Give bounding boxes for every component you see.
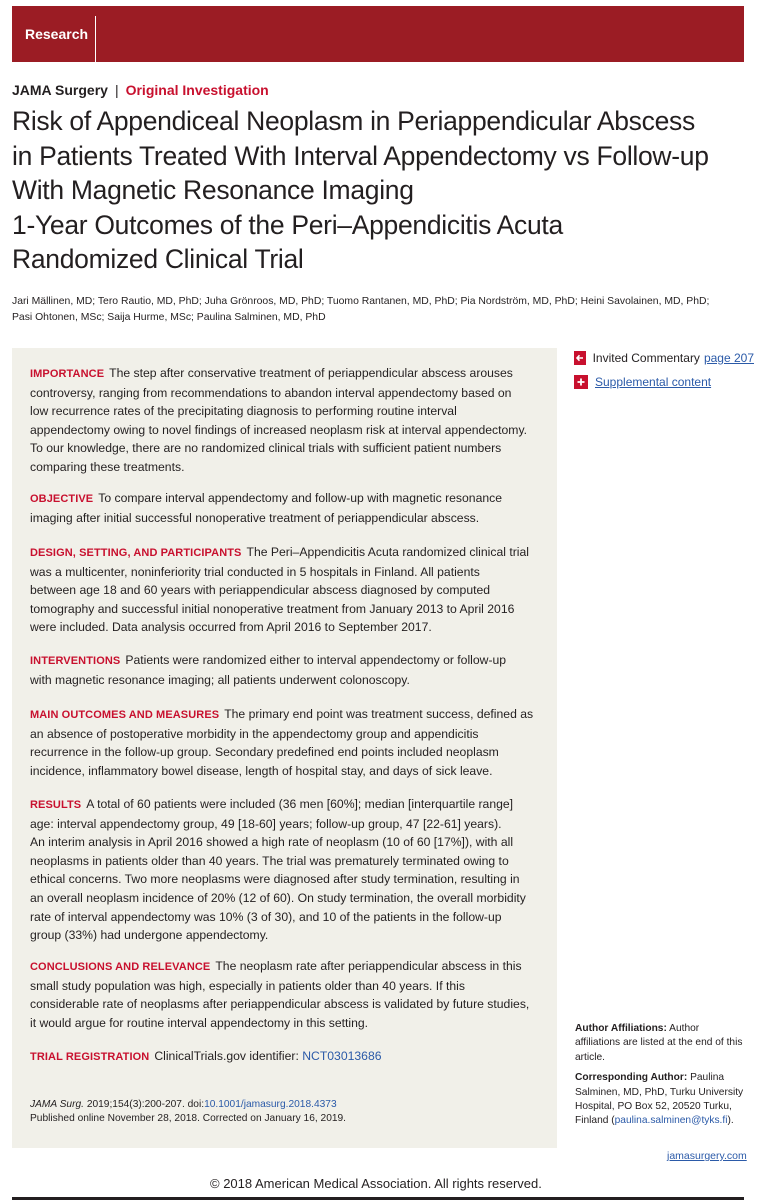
section-heading: INTERVENTIONS <box>30 655 121 667</box>
abstract-design <box>30 543 550 637</box>
abstract-box <box>12 348 557 1148</box>
abstract-line: The neoplasm rate after periappendicular abscess in this <box>215 959 522 973</box>
abstract-line: The step after conservative treatment of periappendicular abscess arouses <box>109 366 513 380</box>
abstract-line: was a multicenter, noninferiority trial conducted in 5 hospitals in Finland. All patients <box>30 564 480 579</box>
abstract-line: neoplasms in patients older than 40 years. The trial was prematurely terminated owing to <box>30 853 509 868</box>
abstract-line: ethical concerns. Two more neoplasms were diagnosed after study termination, resulting in <box>30 872 520 887</box>
affiliations-heading: Author Affiliations: <box>575 1023 667 1034</box>
author-list <box>12 294 742 326</box>
abstract-line: The Peri–Appendicitis Acuta randomized clinical trial <box>246 545 529 559</box>
abstract-line: between age 18 and 60 years with periappendicular abscess diagnosed by computed <box>30 583 491 598</box>
abstract-line: low recurrence rates of the precipitating diagnosis to performing routine interval <box>30 404 457 419</box>
abstract-importance <box>30 364 550 477</box>
abstract-results <box>30 795 550 945</box>
abstract-line: an absence of postoperative morbidity in the appendectomy group and appendicitis <box>30 726 479 741</box>
corresponding-text: Finland ( <box>575 1115 615 1127</box>
arrow-left-icon <box>574 351 586 365</box>
plus-icon <box>574 375 588 389</box>
journal-line <box>12 82 269 98</box>
abstract-line: group (33%) had undergone appendectomy. <box>30 928 269 943</box>
corresponding-text: Paulina <box>690 1072 725 1084</box>
corresponding-text: Hospital, PO Box 52, 20520 Turku, <box>575 1101 732 1113</box>
abstract-line: An interim analysis in April 2016 showed a high rate of neoplasm (10 of 60 [17%]), with all <box>30 835 514 850</box>
abstract-line: with magnetic resonance imaging; all patients underwent colonoscopy. <box>30 672 410 687</box>
abstract-line: rate of interval appendectomy was 10% (3 of 30), and 10 of the patients in the follow-up <box>30 909 502 924</box>
section-heading: MAIN OUTCOMES AND MEASURES <box>30 709 220 721</box>
email-link[interactable]: paulina.salminen@tyks.fi <box>614 1115 728 1127</box>
journal-separator: | <box>114 82 119 98</box>
citation <box>30 1098 550 1126</box>
abstract-line: small study population was high, especially in patients older than 40 years. If this <box>30 978 465 993</box>
supplemental-content[interactable] <box>574 370 754 394</box>
abstract-line: tomography and successful initial nonoperative treatment from January 2013 to April 2016 <box>30 601 515 616</box>
citation-published: Published online November 28, 2018. Corrected on January 16, 2019. <box>30 1113 347 1124</box>
affiliations-text: article. <box>575 1051 606 1063</box>
supplemental-link[interactable]: Supplemental content <box>595 375 712 389</box>
trial-identifier-link[interactable]: NCT03013686 <box>302 1049 382 1063</box>
abstract-line: comparing these treatments. <box>30 459 185 474</box>
section-heading: IMPORTANCE <box>30 368 105 380</box>
section-heading: CONCLUSIONS AND RELEVANCE <box>30 961 211 973</box>
abstract-line: Patients were randomized either to interval appendectomy or follow-up <box>125 653 507 667</box>
abstract-conclusions <box>30 957 550 1032</box>
registration-text: ClinicalTrials.gov identifier: <box>154 1049 299 1063</box>
subtitle-line: Randomized Clinical Trial <box>12 244 304 274</box>
section-heading: RESULTS <box>30 799 82 811</box>
corresponding-close: ). <box>727 1115 734 1127</box>
abstract-line: an overall neoplasm incidence of 20% (12 of 60). On study termination, the overall morbidity <box>30 890 526 905</box>
banner-divider <box>95 16 96 62</box>
citation-details: 2019;154(3):200-207. doi: <box>83 1099 205 1110</box>
abstract-outcomes <box>30 705 550 780</box>
article-title <box>12 104 752 277</box>
author-line: Pasi Ohtonen, MSc; Saija Hurme, MSc; Paulina Salminen, MD, PhD <box>12 312 326 323</box>
abstract-line: appendectomy owing to novel findings of increased neoplasm risk at interval appendectomy. <box>30 422 528 437</box>
abstract-line: To compare interval appendectomy and follow-up with magnetic resonance <box>98 491 503 505</box>
title-line: With Magnetic Resonance Imaging <box>12 175 414 205</box>
corresponding-heading: Corresponding Author: <box>575 1072 688 1084</box>
section-label: Research <box>25 26 89 42</box>
journal-website-link[interactable]: jamasurgery.com <box>667 1150 747 1162</box>
journal-name: JAMA Surgery <box>12 82 108 98</box>
section-heading: DESIGN, SETTING, AND PARTICIPANTS <box>30 547 242 559</box>
abstract-trial-registration <box>30 1047 550 1067</box>
subtitle-line: 1-Year Outcomes of the Peri–Appendicitis Acuta <box>12 209 563 240</box>
abstract-line: considerable rate of neoplasms after periappendicular abscess is validated by future studies, <box>30 997 530 1012</box>
side-links <box>574 346 754 394</box>
abstract-line: controversy, ranging from recommendations to abandon interval appendectomy based on <box>30 385 512 400</box>
section-banner <box>12 6 744 62</box>
invited-commentary[interactable] <box>574 346 754 370</box>
corresponding-text: Salminen, MD, PhD, Turku University <box>575 1086 744 1098</box>
abstract-interventions <box>30 651 550 689</box>
abstract-line: were included. Data analysis occurred from April 2016 to September 2017. <box>30 620 432 635</box>
abstract-line: A total of 60 patients were included (36 men [60%]; median [interquartile range] <box>86 797 514 811</box>
abstract-line: recurrence in the follow-up group. Secondary predefined end points included neoplasm <box>30 745 499 760</box>
citation-journal: JAMA Surg. <box>30 1099 84 1110</box>
title-line: in Patients Treated With Interval Appendectomy vs Follow-up <box>12 140 709 171</box>
abstract-line: To our knowledge, there are no randomized clinical trials with sufficient patient numbers <box>30 441 502 456</box>
section-heading: OBJECTIVE <box>30 493 94 505</box>
author-line: Jari Mällinen, MD; Tero Rautio, MD, PhD; Juha Grönroos, MD, PhD; Tuomo Rantanen, MD, PhD; Pia Nordström, MD, PhD; Heini Savolainen, MD, PhD; <box>12 296 710 307</box>
commentary-label: Invited Commentary <box>592 351 700 365</box>
copyright-notice: © 2018 American Medical Association. All rights reserved. <box>210 1176 542 1191</box>
abstract-line: incidence, inflammatory bowel disease, length of hospital stay, and days of sick leave. <box>30 763 493 778</box>
abstract-line: age: interval appendectomy group, 49 [18-60] years; follow-up group, 47 [22-61] years). <box>30 816 502 831</box>
commentary-page-link[interactable]: page 207 <box>703 351 754 365</box>
affiliations-text: Author <box>669 1023 700 1034</box>
section-heading: TRIAL REGISTRATION <box>30 1051 150 1063</box>
author-info <box>575 1022 750 1129</box>
abstract-line: imaging after initial successful nonoperative treatment of periappendicular abscess. <box>30 510 480 525</box>
abstract-objective <box>30 489 550 527</box>
abstract-line: The primary end point was treatment success, defined as <box>224 707 534 721</box>
affiliations-text: affiliations are listed at the end of this <box>575 1037 743 1049</box>
abstract-line: it would argue for routine interval appendectomy in this setting. <box>30 1015 369 1030</box>
article-subtitle <box>12 208 752 277</box>
title-line: Risk of Appendiceal Neoplasm in Periappendicular Abscess <box>12 106 695 136</box>
article-type: Original Investigation <box>125 82 269 98</box>
doi-link[interactable]: 10.1001/jamasurg.2018.4373 <box>204 1099 337 1110</box>
